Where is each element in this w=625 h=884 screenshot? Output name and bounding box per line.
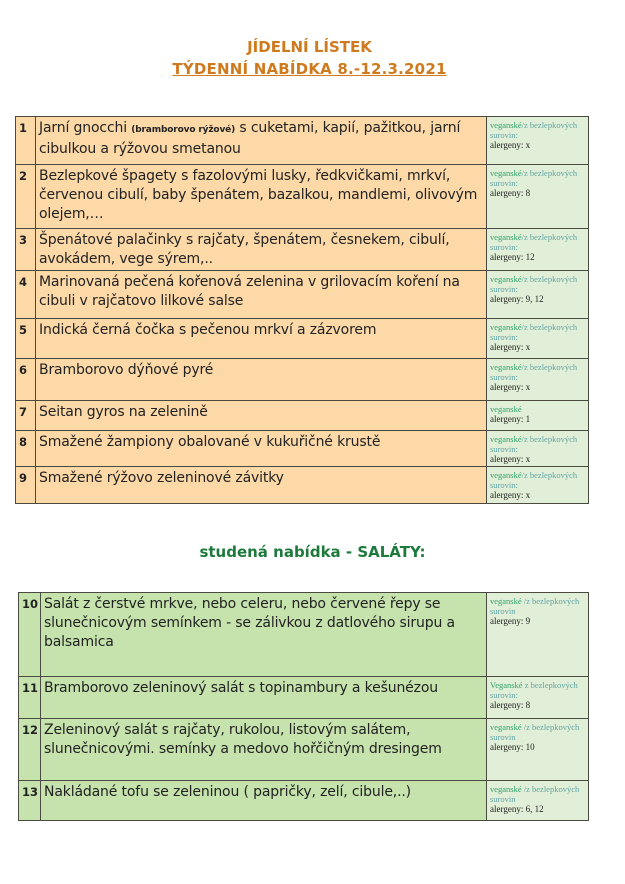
description-text: Špenátové palačinky s rajčaty, špenátem, česnekem, cibulí, avokádem, vege sýrem,.. [39,232,450,267]
description-text-continued: s cuketami, kapií, pažitkou, jarní cibulkou a rýžovou smetanou [39,120,461,157]
item-number: 3 [16,229,36,271]
menu-row [16,319,589,359]
item-info [487,117,589,165]
description-text: Zeleninový salát s rajčaty, rukolou, listovým salátem, slunečnicovými. semínky a medovo hořčičným dresingem [44,722,442,757]
menu-row [19,781,589,821]
allergens-label: alergeny: 9, 12 [490,294,544,304]
item-info [487,719,589,781]
item-number: 13 [19,781,41,821]
allergens-label: alergeny: 8 [490,700,531,710]
item-description [36,467,487,504]
gluten-free-label: /z bezlepkových surovin: [490,120,578,140]
menu-row [16,401,589,431]
item-number: 6 [16,359,36,401]
item-description [36,359,487,401]
vegan-label: veganské [490,404,522,414]
gluten-free-label: z bezlepkových surovin: [490,680,578,700]
menu-row [16,467,589,504]
description-text: Marinovaná pečená kořenová zelenina v grilovacím koření na cibuli v rajčatovo lilkové salse [39,274,460,309]
item-description [41,719,487,781]
description-text: Smažené rýžovo zeleninové závitky [39,470,284,486]
allergens-label: alergeny: x [490,342,531,352]
item-number: 12 [19,719,41,781]
description-text: Seitan gyros na zelenině [39,404,208,420]
allergens-label: alergeny: x [490,382,531,392]
item-number: 4 [16,271,36,319]
allergens-label: alergeny: 12 [490,252,535,262]
gluten-free-label: /z bezlepkových surovin: [490,322,578,342]
menu-row [16,359,589,401]
item-number: 1 [16,117,36,165]
vegan-label: veganské [490,120,522,130]
item-description [41,677,487,719]
salad-section-title: studená nabídka - SALÁTY: [199,543,426,561]
menu-row [16,431,589,467]
allergens-label: alergeny: x [490,140,531,150]
gluten-free-label: /z bezlepkových surovin: [490,470,578,490]
item-description [36,117,487,165]
vegan-label: veganské [490,722,522,732]
menu-row [16,117,589,165]
vegan-label: veganské [490,470,522,480]
item-description [36,401,487,431]
vegan-label: veganské [490,784,522,794]
description-text: Bramborovo dýňové pyré [39,362,214,378]
item-number: 11 [19,677,41,719]
menu-row [16,229,589,271]
item-description [41,781,487,821]
gluten-free-label: /z bezlepkových surovin: [490,434,578,454]
item-info [487,319,589,359]
vegan-label: veganské [490,232,522,242]
gluten-free-label: /z bezlepkových surovin [490,722,580,742]
vegan-label: veganské [490,362,522,372]
gluten-free-label: /z bezlepkových surovin: [490,362,578,382]
description-text: Indická černá čočka s pečenou mrkví a zázvorem [39,322,377,338]
allergens-label: alergeny: x [490,490,531,500]
item-number: 2 [16,165,36,229]
description-text: Nakládané tofu se zeleninou ( papričky, zelí, cibule,..) [44,784,411,800]
allergens-label: alergeny: 8 [490,188,531,198]
item-number: 5 [16,319,36,359]
menu-row [19,719,589,781]
description-text: Bramborovo zeleninový salát s topinambury a kešunézou [44,680,438,696]
menu-row [16,271,589,319]
item-number: 10 [19,593,41,677]
item-number: 8 [16,431,36,467]
allergens-label: alergeny: 6, 12 [490,804,544,814]
description-text: Bezlepkové špagety s fazolovými lusky, ředkvičkami, mrkví, červenou cibulí, baby špenátem, bazalkou, mandlemi, olivovým olejem,… [39,168,478,222]
item-info [487,359,589,401]
vegan-label: veganské [490,596,522,606]
item-info [487,593,589,677]
menu-row [19,593,589,677]
gluten-free-label: /z bezlepkových surovin: [490,232,578,252]
vegan-label: Veganské [490,680,523,690]
item-description [36,319,487,359]
vegan-label: veganské [490,434,522,444]
item-description [36,431,487,467]
page-title: JÍDELNÍ LÍSTEK [247,38,372,56]
menu-row [16,165,589,229]
item-info [487,165,589,229]
hot-menu-table [15,116,589,504]
salad-menu-table [18,592,589,821]
vegan-label: veganské [490,168,522,178]
item-info [487,271,589,319]
allergens-label: alergeny: x [490,454,531,464]
allergens-label: alergeny: 9 [490,616,531,626]
item-info [487,431,589,467]
description-text: Jarní gnocchi [39,120,132,136]
gluten-free-label: /z bezlepkových surovin: [490,274,578,294]
gluten-free-label: /z bezlepkových surovin [490,784,580,804]
vegan-label: veganské [490,274,522,284]
item-info [487,229,589,271]
item-info [487,467,589,504]
allergens-label: alergeny: 10 [490,742,535,752]
description-text: Smažené žampiony obalované v kukuřičné krustě [39,434,381,450]
item-number: 9 [16,467,36,504]
page-subtitle: TÝDENNÍ NABÍDKA 8.-12.3.2021 [172,60,447,78]
allergens-label: alergeny: 1 [490,414,531,424]
description-note: (bramborovo rýžové) [131,125,236,135]
item-description [36,229,487,271]
item-description [36,165,487,229]
item-info [487,401,589,431]
item-info [487,781,589,821]
description-text: Salát z čerstvé mrkve, nebo celeru, nebo červené řepy se slunečnicovým semínkem - se zálivkou z datlového sirupu a balsamica [44,596,455,650]
item-description [36,271,487,319]
item-info [487,677,589,719]
gluten-free-label: /z bezlepkových surovin [490,596,580,616]
vegan-label: veganské [490,322,522,332]
menu-row [19,677,589,719]
item-description [41,593,487,677]
item-number: 7 [16,401,36,431]
gluten-free-label: /z bezlepkových surovin: [490,168,578,188]
